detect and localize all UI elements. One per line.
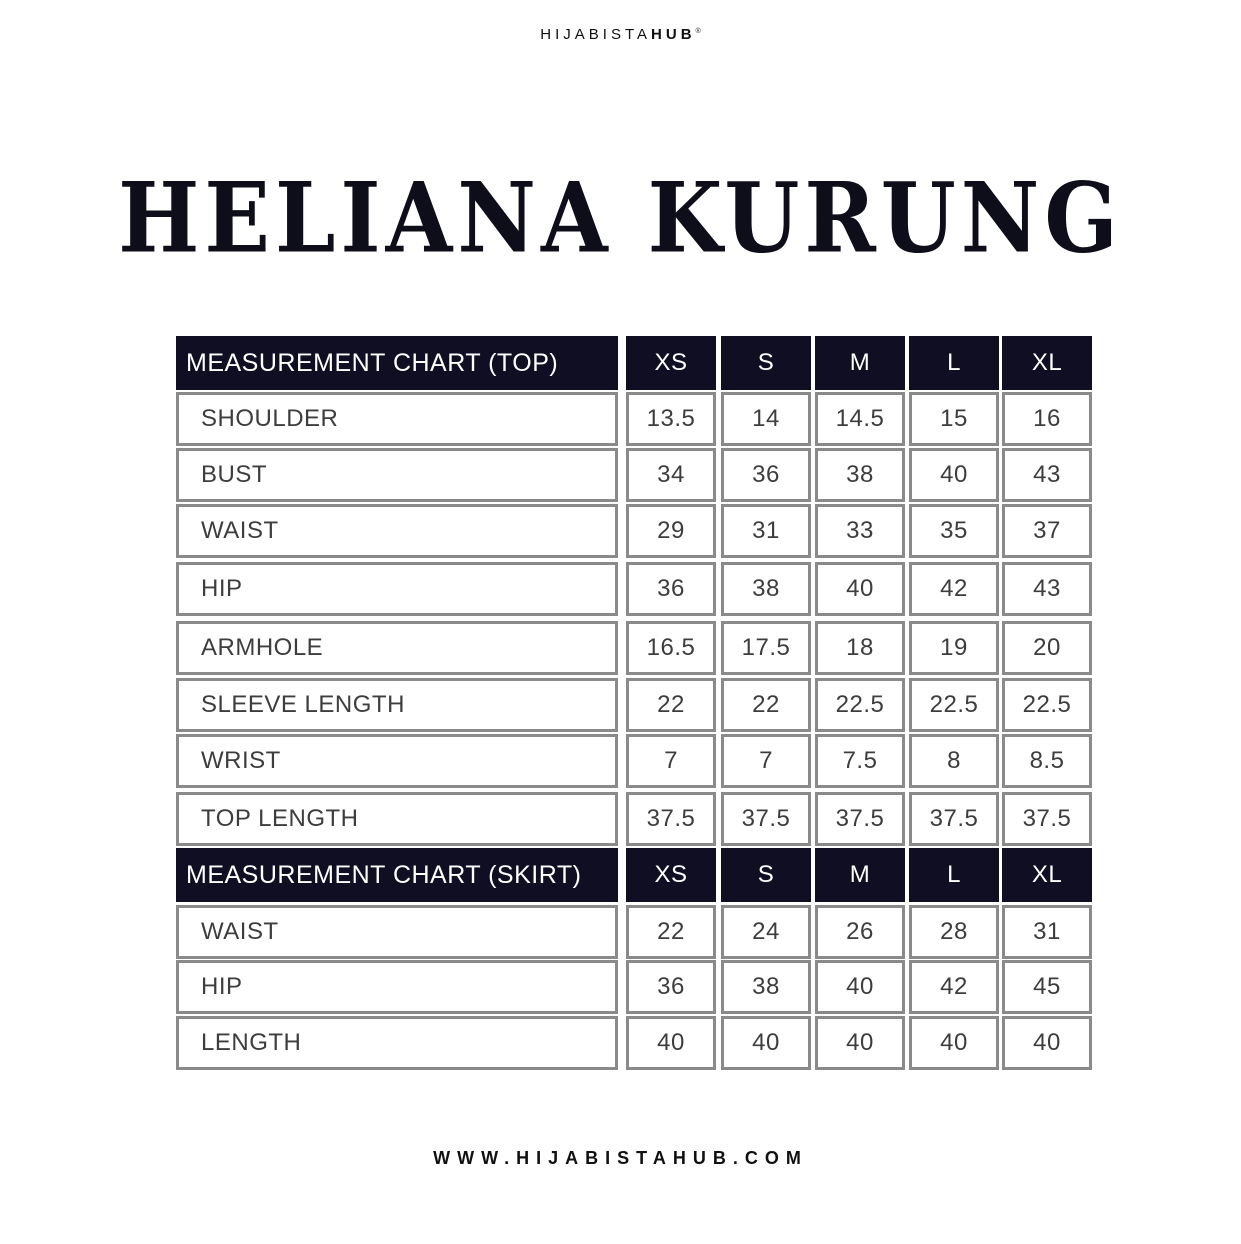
table-row — [176, 960, 1092, 1014]
table-cell: 43 — [1002, 562, 1092, 616]
row-label: HIP — [176, 960, 618, 1014]
table-cell: 33 — [815, 504, 905, 558]
table-cell: 28 — [909, 905, 999, 959]
table-cell: 40 — [626, 1016, 716, 1070]
table-cell: 22.5 — [909, 678, 999, 732]
size-header-s: S — [721, 848, 811, 902]
table-cell: 43 — [1002, 448, 1092, 502]
row-label: BUST — [176, 448, 618, 502]
table-cell: 22.5 — [1002, 678, 1092, 732]
table-cell: 37.5 — [815, 792, 905, 846]
table-row — [176, 392, 1092, 446]
table-cell: 16 — [1002, 392, 1092, 446]
table-cell: 22 — [626, 905, 716, 959]
size-header-m: M — [815, 336, 905, 390]
table-cell: 40 — [721, 1016, 811, 1070]
row-label: WAIST — [176, 504, 618, 558]
table-cell: 20 — [1002, 621, 1092, 675]
brand-logo — [0, 26, 1241, 43]
brand-suffix: HUB — [651, 26, 696, 43]
table-cell: 45 — [1002, 960, 1092, 1014]
size-header-m: M — [815, 848, 905, 902]
row-label: WRIST — [176, 734, 618, 788]
brand-prefix: HIJABISTA — [540, 26, 652, 43]
table-cell: 13.5 — [626, 392, 716, 446]
table-cell: 40 — [909, 448, 999, 502]
table-row — [176, 621, 1092, 675]
table-cell: 36 — [626, 562, 716, 616]
table-cell: 38 — [815, 448, 905, 502]
top-chart-header: MEASUREMENT CHART (TOP) — [176, 336, 618, 390]
table-cell: 8.5 — [1002, 734, 1092, 788]
table-cell: 14.5 — [815, 392, 905, 446]
top-chart-header-row — [176, 336, 1092, 390]
registered-mark: ® — [695, 28, 701, 35]
table-cell: 36 — [626, 960, 716, 1014]
row-label: SLEEVE LENGTH — [176, 678, 618, 732]
table-cell: 40 — [815, 562, 905, 616]
table-cell: 36 — [721, 448, 811, 502]
table-cell: 34 — [626, 448, 716, 502]
table-row — [176, 678, 1092, 732]
table-cell: 15 — [909, 392, 999, 446]
table-cell: 31 — [721, 504, 811, 558]
table-cell: 31 — [1002, 905, 1092, 959]
size-header-xl: XL — [1002, 336, 1092, 390]
table-cell: 24 — [721, 905, 811, 959]
size-header-l: L — [909, 848, 999, 902]
size-header-xs: XS — [626, 336, 716, 390]
size-header-s: S — [721, 336, 811, 390]
table-row — [176, 792, 1092, 846]
row-label: WAIST — [176, 905, 618, 959]
table-cell: 14 — [721, 392, 811, 446]
table-cell: 38 — [721, 960, 811, 1014]
table-row — [176, 734, 1092, 788]
table-cell: 29 — [626, 504, 716, 558]
table-cell: 37.5 — [721, 792, 811, 846]
row-label: SHOULDER — [176, 392, 618, 446]
table-cell: 7 — [721, 734, 811, 788]
table-cell: 40 — [815, 1016, 905, 1070]
table-cell: 18 — [815, 621, 905, 675]
skirt-chart-header: MEASUREMENT CHART (SKIRT) — [176, 848, 618, 902]
row-label: TOP LENGTH — [176, 792, 618, 846]
size-header-xs: XS — [626, 848, 716, 902]
table-row — [176, 562, 1092, 616]
table-cell: 17.5 — [721, 621, 811, 675]
row-label: ARMHOLE — [176, 621, 618, 675]
table-cell: 40 — [909, 1016, 999, 1070]
table-cell: 22.5 — [815, 678, 905, 732]
table-cell: 7 — [626, 734, 716, 788]
table-cell: 38 — [721, 562, 811, 616]
table-cell: 26 — [815, 905, 905, 959]
table-cell: 37.5 — [1002, 792, 1092, 846]
skirt-chart-header-row — [176, 848, 1092, 902]
table-cell: 16.5 — [626, 621, 716, 675]
table-cell: 37.5 — [626, 792, 716, 846]
table-row — [176, 504, 1092, 558]
table-cell: 35 — [909, 504, 999, 558]
table-cell: 8 — [909, 734, 999, 788]
row-label: HIP — [176, 562, 618, 616]
table-cell: 42 — [909, 562, 999, 616]
website-url: WWW.HIJABISTAHUB.COM — [433, 1148, 808, 1168]
table-cell: 7.5 — [815, 734, 905, 788]
table-row — [176, 448, 1092, 502]
size-header-xl: XL — [1002, 848, 1092, 902]
table-cell: 37.5 — [909, 792, 999, 846]
table-cell: 40 — [1002, 1016, 1092, 1070]
size-header-l: L — [909, 336, 999, 390]
row-label: LENGTH — [176, 1016, 618, 1070]
page-title: HELIANA KURUNG — [118, 161, 1123, 276]
table-cell: 19 — [909, 621, 999, 675]
table-row — [176, 905, 1092, 959]
table-cell: 22 — [626, 678, 716, 732]
table-cell: 37 — [1002, 504, 1092, 558]
table-row — [176, 1016, 1092, 1070]
table-cell: 22 — [721, 678, 811, 732]
table-cell: 42 — [909, 960, 999, 1014]
table-cell: 40 — [815, 960, 905, 1014]
